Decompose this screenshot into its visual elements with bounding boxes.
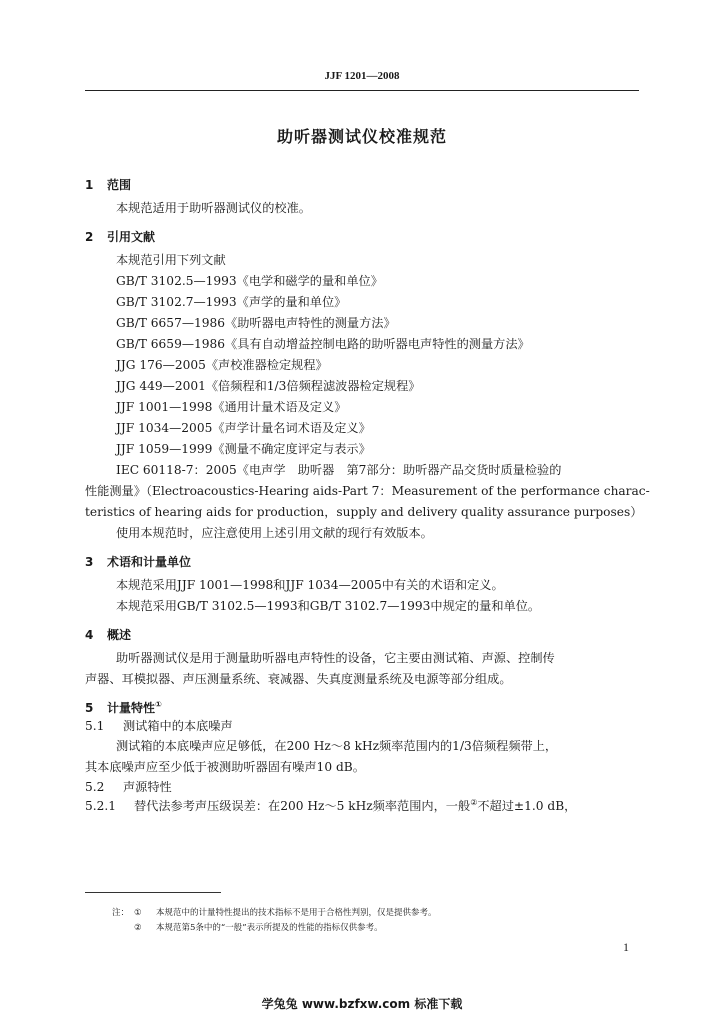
section-title: 计量特性 [107,701,156,715]
footnote-marker: ① [155,700,162,709]
references-intro: 本规范引用下列文献 [116,253,226,267]
watermark-footer: 学兔兔 www.bzfxw.com 标准下载 [261,997,463,1011]
footnote-text: 本规范第5条中的“一般”表示所提及的性能的指标仅供参考。 [156,923,383,933]
page-number: 1 [623,940,629,954]
reference-item: JJG 176—2005《声校准器检定规程》 [116,358,328,372]
footnote-rule [85,892,221,893]
reference-item: JJG 449—2001《倍频程和1/3倍频程滤波器检定规程》 [116,379,421,393]
section-number: 5 [85,701,94,715]
reference-iec-line-3: teristics of hearing aids for production，supply and delivery quality assurance purposes） [85,505,643,519]
footnotes [112,906,437,936]
references-closing: 使用本规范时，应注意使用上述引用文献的现行有效版本。 [116,526,433,540]
section-number: 4 [85,628,94,642]
footnote-mark: ① [134,908,142,918]
document-body [85,176,650,816]
section-number: 2 [85,230,94,244]
footnote-marker: ② [470,797,478,807]
subsection-5-2 [85,778,641,797]
subsection-5-1 [85,717,641,736]
section-3-line-2: 本规范采用GB/T 3102.5—1993和GB/T 3102.7—1993中规定的量和单位。 [116,599,541,613]
document-code-header: JJF 1201—2008 [324,70,400,82]
section-title: 引用文献 [107,230,156,244]
subsection-number: 5.1 [85,719,105,733]
subsection-number: 5.2.1 [85,799,117,813]
subsection-text-b: 不超过±1.0 dB， [477,799,577,813]
subsection-5-1-line-2: 其本底噪声应至少低于被测助听器固有噪声10 dB。 [85,760,365,774]
section-title: 概述 [107,628,132,642]
reference-iec-line-2: 性能测量》（Electroacoustics-Hearing aids-Part 7：Measurement of the performance charac- [85,484,650,498]
subsection-5-2-1 [85,797,641,816]
footnote-label: 注： [112,908,130,918]
reference-item: JJF 1001—1998《通用计量术语及定义》 [116,400,347,414]
reference-item: JJF 1034—2005《声学计量名词术语及定义》 [116,421,371,435]
reference-iec-line-1: IEC 60118-7：2005《电声学 助听器 第7部分：助听器产品交货时质量检验的 [116,463,562,477]
section-1-heading [85,176,641,194]
reference-item: JJF 1059—1999《测量不确定度评定与表示》 [116,442,371,456]
section-4-line-1: 助听器测试仪是用于测量助听器电声特性的设备，它主要由测试箱、声源、控制传 [116,651,555,665]
subsection-number: 5.2 [85,780,105,794]
subsection-5-1-line-1: 测试箱的本底噪声应足够低，在200 Hz～8 kHz频率范围内的1/3倍频程频带上， [116,739,558,753]
section-3-heading [85,553,641,571]
section-3-line-1: 本规范采用JJF 1001—1998和JJF 1034—2005中有关的术语和定义。 [116,578,504,592]
section-number: 1 [85,178,94,192]
footnote-item [112,906,437,921]
footnote-mark: ② [134,923,142,933]
section-title: 术语和计量单位 [107,555,192,569]
section-1-text: 本规范适用于助听器测试仪的校准。 [116,201,311,215]
footnote-item [112,921,437,936]
reference-item: GB/T 6659—1986《具有自动增益控制电路的助听器电声特性的测量方法》 [116,337,530,351]
section-2-heading [85,228,641,246]
section-4-heading [85,626,641,644]
section-4-line-2: 声器、耳模拟器、声压测量系统、衰减器、失真度测量系统及电源等部分组成。 [85,672,512,686]
document-title: 助听器测试仪校准规范 [276,127,447,146]
subsection-title: 声源特性 [123,780,172,794]
reference-item: GB/T 3102.7—1993《声学的量和单位》 [116,295,347,309]
reference-item: GB/T 3102.5—1993《电学和磁学的量和单位》 [116,274,383,288]
reference-item: GB/T 6657—1986《助听器电声特性的测量方法》 [116,316,396,330]
section-title: 范围 [107,178,132,192]
subsection-text-a: 替代法参考声压级误差：在200 Hz～5 kHz频率范围内，一般 [134,799,471,813]
section-5-heading [85,699,641,717]
footnote-text: 本规范中的计量特性提出的技术指标不是用于合格性判别，仅是提供参考。 [156,908,437,918]
subsection-title: 测试箱中的本底噪声 [123,719,233,733]
section-number: 3 [85,555,94,569]
header-rule [85,90,639,91]
